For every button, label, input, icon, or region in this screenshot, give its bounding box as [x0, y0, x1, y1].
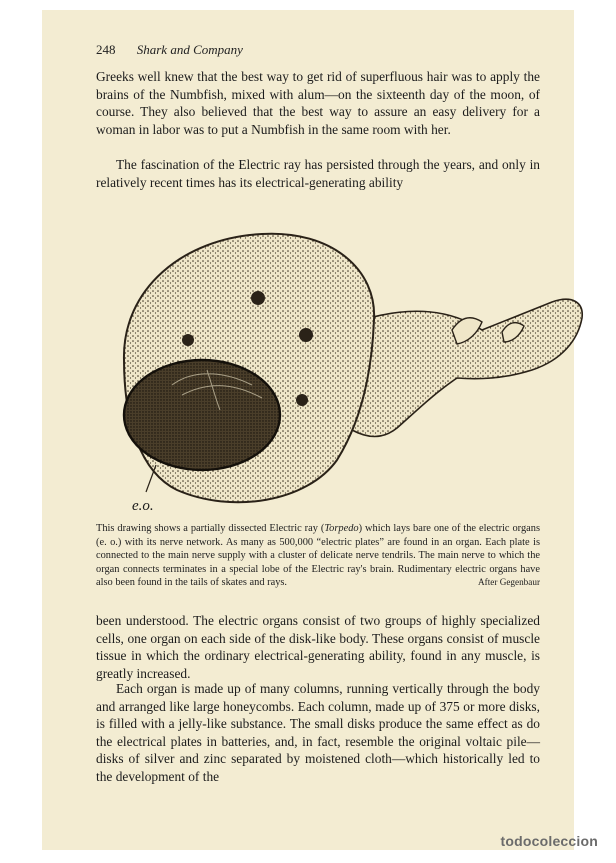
page-number: 248	[96, 42, 116, 57]
paragraph-4: Each organ is made up of many columns, running vertically through the body and arranged like large honeycombs. Each column, made up of 375 or more disks, is filled with a jelly-like substance. The small disks produce the same effect as do the electrical plates in batteries, and, in fact, resemble the original voltaic pile—disks of silver and zinc separated by moistened cloth—which historically led to the development of the	[96, 681, 540, 784]
figure-credit: After Gegenbaur	[478, 577, 540, 588]
spiracle-2	[299, 328, 313, 342]
spiracle-1	[251, 291, 265, 305]
electric-ray-illustration	[112, 210, 592, 516]
spiracle-3	[296, 394, 308, 406]
electric-organ	[124, 360, 280, 470]
paragraph-2: The fascination of the Electric ray has persisted through the years, and only in relatively recent times has its electrical-generating ability	[96, 157, 540, 190]
running-header	[96, 42, 243, 58]
caption-text-1: This drawing shows a partially dissected Electric ray (	[96, 523, 325, 534]
electric-ray-figure	[112, 210, 592, 516]
spiracle-4	[182, 334, 194, 346]
figure-caption	[96, 522, 540, 590]
paragraph-1: Greeks well knew that the best way to get rid of superfluous hair was to apply the brains of the Numbfish, mixed with alum—on the sixteenth day of the moon, of course. They also believed that the best way to assure an easy delivery for a woman in labor was to put a Numbfish in the same room with her.	[96, 69, 540, 137]
caption-species: Torpedo	[324, 523, 359, 534]
running-title: Shark and Company	[136, 42, 243, 57]
watermark-logo-icon: todocoleccion	[500, 833, 598, 849]
book-page	[42, 10, 574, 850]
figure-label: e.o.	[132, 498, 154, 514]
paragraph-3: been understood. The electric organs consist of two groups of highly specialized cells, one organ on each side of the disk-like body. These organs consist of muscle tissue in which the ordinary electrical-generating ability, found in any muscle, is greatly increased.	[96, 613, 540, 681]
caption-text-2: ) which lays bare one of the electric organs (e. o.) with its nerve network. As many as 500,000 “electric plates” are found in an organ. Each plate is connected to the main nerve supply with a cluster of delicate nerve tendrils. The main nerve to which the organ connects terminates in a special lobe of the Electric ray's brain. Rudimentary electric organs have also been found in the tails of skates and rays.	[96, 523, 540, 589]
